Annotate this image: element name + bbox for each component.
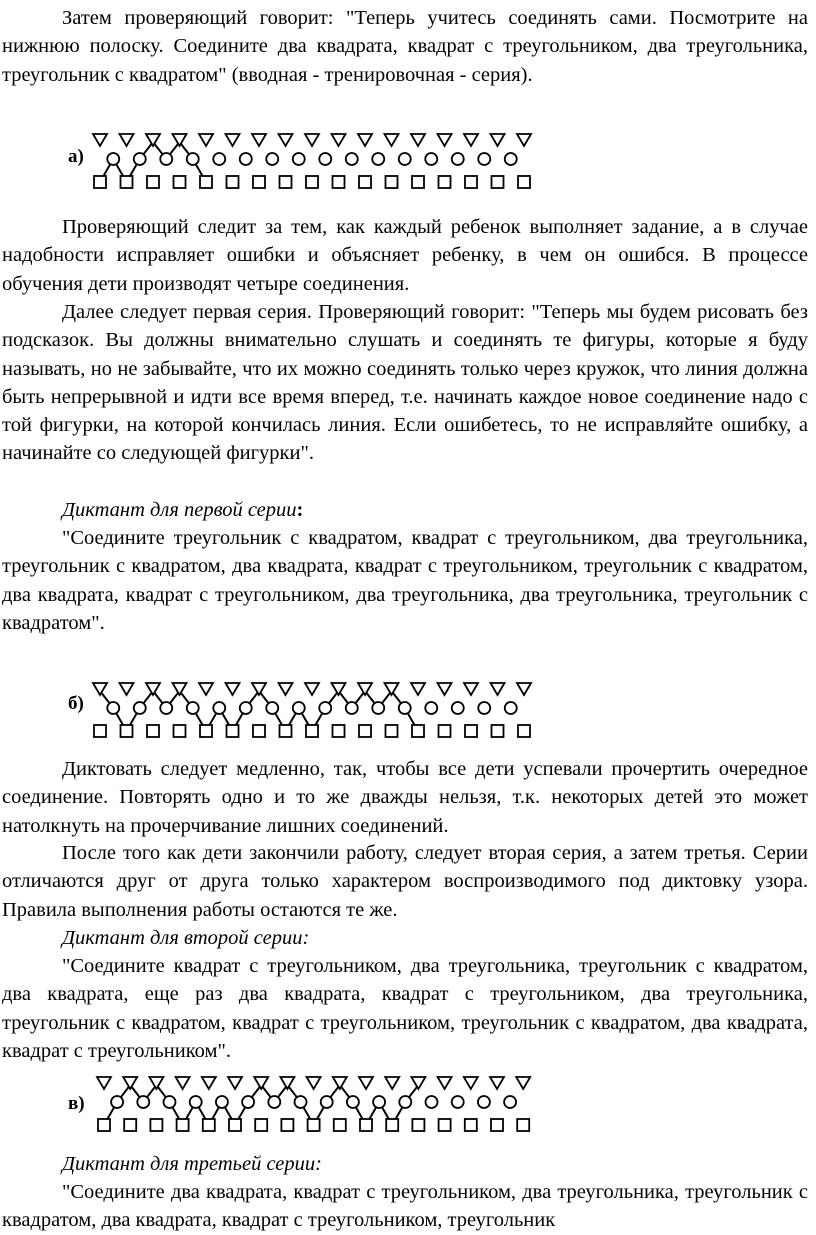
paragraph-third-dictation: "Соедините два квадрата, квадрат с треугольником, два треугольника, треугольник с квадратом, два квадрата, квадрат с треугольником, треугольник — [2, 1181, 808, 1232]
triangle-shape — [517, 134, 531, 146]
circle-shape — [216, 1096, 228, 1108]
circle-shape — [399, 1096, 411, 1108]
triangle-shape — [146, 683, 160, 695]
triangle-shape — [173, 134, 187, 146]
circle-shape — [425, 153, 437, 165]
circle-shape — [190, 1096, 202, 1108]
triangle-shape — [228, 1077, 242, 1089]
circle-shape — [266, 702, 278, 714]
square-shape — [439, 1119, 451, 1131]
pattern-figure-c — [0, 1063, 816, 1148]
circle-shape — [268, 1096, 280, 1108]
square-shape — [465, 1119, 477, 1131]
triangle-shape — [358, 134, 372, 146]
triangle-shape — [120, 134, 134, 146]
triangle-shape — [97, 1077, 111, 1089]
circle-shape — [426, 1096, 438, 1108]
square-shape — [200, 725, 212, 737]
triangle-shape — [332, 134, 346, 146]
figure-label-a: а) — [68, 146, 84, 167]
triangle-shape — [517, 683, 531, 695]
circle-shape — [452, 1096, 464, 1108]
paragraph-first-series: Далее следует первая серия. Проверяющий говорит: "Теперь мы будем рисовать без подсказок. Вы должны внимательно слушать и соединять те фигуры, которые я буду называть, но не забывайте, что их можно соединять только через кружок, что линия должна быть непрерывной и идти все время вперед, т.е. начинать каждое новое соединение надо с той фигурки, на которой кончилась линия. Если ошибетесь, то не исправляйте ошибку, а начинайте со следующей фигурки". — [2, 301, 808, 465]
square-shape — [229, 1119, 241, 1131]
triangle-shape — [438, 683, 452, 695]
square-shape — [333, 725, 345, 737]
heading-first-dictation-colon: : — [296, 499, 304, 521]
square-shape — [386, 176, 398, 188]
square-shape — [465, 725, 477, 737]
triangle-shape — [254, 1077, 268, 1089]
circle-shape — [134, 702, 146, 714]
circle-shape — [107, 702, 119, 714]
circle-shape — [504, 1096, 516, 1108]
square-shape — [280, 725, 292, 737]
pattern-graphic-a — [0, 126, 816, 196]
square-shape — [174, 176, 186, 188]
circle-shape — [240, 702, 252, 714]
circle-shape — [187, 702, 199, 714]
circle-shape — [164, 1096, 176, 1108]
triangle-shape — [149, 1077, 163, 1089]
figure-label-b: б) — [68, 693, 84, 714]
square-shape — [412, 176, 424, 188]
circle-shape — [213, 153, 225, 165]
circle-shape — [242, 1096, 254, 1108]
square-shape — [518, 176, 530, 188]
triangle-shape — [176, 1077, 190, 1089]
triangle-shape — [491, 683, 505, 695]
square-shape — [306, 725, 318, 737]
triangle-shape — [305, 134, 319, 146]
heading-first-dictation — [2, 496, 808, 524]
pattern-graphic-c — [0, 1063, 816, 1148]
circle-shape — [452, 702, 464, 714]
triangle-shape — [358, 683, 372, 695]
square-shape — [439, 176, 451, 188]
triangle-shape — [385, 134, 399, 146]
square-shape — [150, 1119, 162, 1131]
circle-shape — [346, 153, 358, 165]
square-shape — [121, 176, 133, 188]
circle-shape — [505, 153, 517, 165]
triangle-shape — [438, 1077, 452, 1089]
square-shape — [147, 176, 159, 188]
circle-shape — [213, 702, 225, 714]
triangle-shape — [252, 134, 266, 146]
triangle-shape — [411, 1077, 425, 1089]
triangle-shape — [464, 1077, 478, 1089]
circle-shape — [319, 153, 331, 165]
circle-shape — [293, 702, 305, 714]
triangle-shape — [279, 683, 293, 695]
square-shape — [98, 1119, 110, 1131]
triangle-shape — [491, 134, 505, 146]
square-shape — [177, 1119, 189, 1131]
triangle-shape — [202, 1077, 216, 1089]
square-shape — [334, 1119, 346, 1131]
square-shape — [94, 725, 106, 737]
paragraph-next-series: После того как дети закончили работу, следует вторая серия, а затем третья. Серии отличаются друг от друга только характером воспроизводимого под диктовку узора. Правила выполнения работы остаются те же. — [2, 842, 808, 921]
pattern-graphic-b — [0, 675, 816, 750]
square-shape — [412, 725, 424, 737]
triangle-shape — [332, 683, 346, 695]
square-shape — [124, 1119, 136, 1131]
paragraph-dictate-slowly: Диктовать следует медленно, так, чтобы все дети успевали прочертить очередное соединение. Повторять одно и то же дважды нельзя, т.к. некоторых детей это может натолкнуть на прочерчивание лишних соединений. — [2, 758, 808, 837]
triangle-shape — [333, 1077, 347, 1089]
square-shape — [280, 176, 292, 188]
triangle-shape — [226, 683, 240, 695]
circle-shape — [505, 702, 517, 714]
triangle-shape — [123, 1077, 137, 1089]
triangle-shape — [516, 1077, 530, 1089]
circle-shape — [478, 702, 490, 714]
triangle-shape — [280, 1077, 294, 1089]
triangle-shape — [120, 683, 134, 695]
triangle-shape — [359, 1077, 373, 1089]
square-shape — [255, 1119, 267, 1131]
triangle-shape — [411, 134, 425, 146]
triangle-shape — [305, 683, 319, 695]
figure-label-c: в) — [68, 1093, 85, 1114]
heading-second-dictation: Диктант для второй серии: — [62, 927, 310, 949]
circle-shape — [425, 702, 437, 714]
circle-shape — [137, 1096, 149, 1108]
triangle-shape — [411, 683, 425, 695]
circle-shape — [187, 153, 199, 165]
circle-shape — [293, 153, 305, 165]
heading-third-dictation: Диктант для третьей серии: — [62, 1153, 322, 1175]
square-shape — [465, 176, 477, 188]
square-shape — [306, 176, 318, 188]
circle-shape — [373, 1096, 385, 1108]
square-shape — [227, 725, 239, 737]
triangle-shape — [146, 134, 160, 146]
square-shape — [517, 1119, 529, 1131]
circle-shape — [240, 153, 252, 165]
triangle-shape — [93, 683, 107, 695]
paragraph-second-dictation: "Соедините квадрат с треугольником, два треугольника, треугольник с квадратом, два квадрата, еще раз два квадрата, квадрат с треугольником, два треугольника, треугольник с квадратом, квадрат с треугольником, треугольник с квадратом, два квадрата, квадрат с треугольником". — [2, 955, 808, 1062]
circle-shape — [372, 702, 384, 714]
triangle-shape — [464, 134, 478, 146]
square-shape — [518, 725, 530, 737]
square-shape — [147, 725, 159, 737]
square-shape — [227, 176, 239, 188]
square-shape — [359, 725, 371, 737]
circle-shape — [160, 702, 172, 714]
paragraph-intro: Затем проверяющий говорит: "Теперь учитесь соединять сами. Посмотрите на нижнюю полоску. Соедините два квадрата, квадрат с треугольником, два треугольника, треугольник с квадратом" (вводная - тренировочная - серия). — [2, 7, 808, 86]
triangle-shape — [199, 683, 213, 695]
triangle-shape — [490, 1077, 504, 1089]
square-shape — [174, 725, 186, 737]
paragraph-first-dictation: "Соедините треугольник с квадратом, квадрат с треугольником, два треугольника, треугольник с квадратом, два квадрата, квадрат с треугольником, треугольник с квадратом, два квадрата, квадрат с треугольником, два треугольника, два треугольника, треугольник с квадратом". — [2, 527, 808, 634]
triangle-shape — [173, 683, 187, 695]
circle-shape — [346, 702, 358, 714]
square-shape — [308, 1119, 320, 1131]
circle-shape — [111, 1096, 123, 1108]
square-shape — [253, 176, 265, 188]
triangle-shape — [464, 683, 478, 695]
pattern-figure-b — [0, 675, 816, 750]
circle-shape — [266, 153, 278, 165]
square-shape — [360, 1119, 372, 1131]
circle-shape — [478, 1096, 490, 1108]
circle-shape — [107, 153, 119, 165]
paragraph-checker: Проверяющий следит за тем, как каждый ребенок выполняет задание, а в случае надобности исправляет ошибки и объясняет ребенку, в чем он ошибся. В процессе обучения дети производят четыре соединения. — [2, 216, 808, 295]
square-shape — [439, 725, 451, 737]
triangle-shape — [279, 134, 293, 146]
circle-shape — [134, 153, 146, 165]
square-shape — [200, 176, 212, 188]
circle-shape — [372, 153, 384, 165]
square-shape — [121, 725, 133, 737]
triangle-shape — [226, 134, 240, 146]
circle-shape — [321, 1096, 333, 1108]
circle-shape — [478, 153, 490, 165]
triangle-shape — [385, 683, 399, 695]
triangle-shape — [93, 134, 107, 146]
square-shape — [203, 1119, 215, 1131]
triangle-shape — [438, 134, 452, 146]
square-shape — [491, 1119, 503, 1131]
square-shape — [94, 176, 106, 188]
triangle-shape — [307, 1077, 321, 1089]
square-shape — [412, 1119, 424, 1131]
square-shape — [333, 176, 345, 188]
square-shape — [253, 725, 265, 737]
circle-shape — [399, 153, 411, 165]
square-shape — [492, 725, 504, 737]
circle-shape — [160, 153, 172, 165]
circle-shape — [452, 153, 464, 165]
circle-shape — [295, 1096, 307, 1108]
triangle-shape — [199, 134, 213, 146]
circle-shape — [399, 702, 411, 714]
triangle-shape — [385, 1077, 399, 1089]
circle-shape — [347, 1096, 359, 1108]
triangle-shape — [252, 683, 266, 695]
heading-first-dictation-text: Диктант для первой серии — [62, 499, 297, 521]
square-shape — [386, 1119, 398, 1131]
square-shape — [359, 176, 371, 188]
square-shape — [281, 1119, 293, 1131]
square-shape — [492, 176, 504, 188]
pattern-figure-a — [0, 126, 816, 196]
square-shape — [386, 725, 398, 737]
circle-shape — [319, 702, 331, 714]
